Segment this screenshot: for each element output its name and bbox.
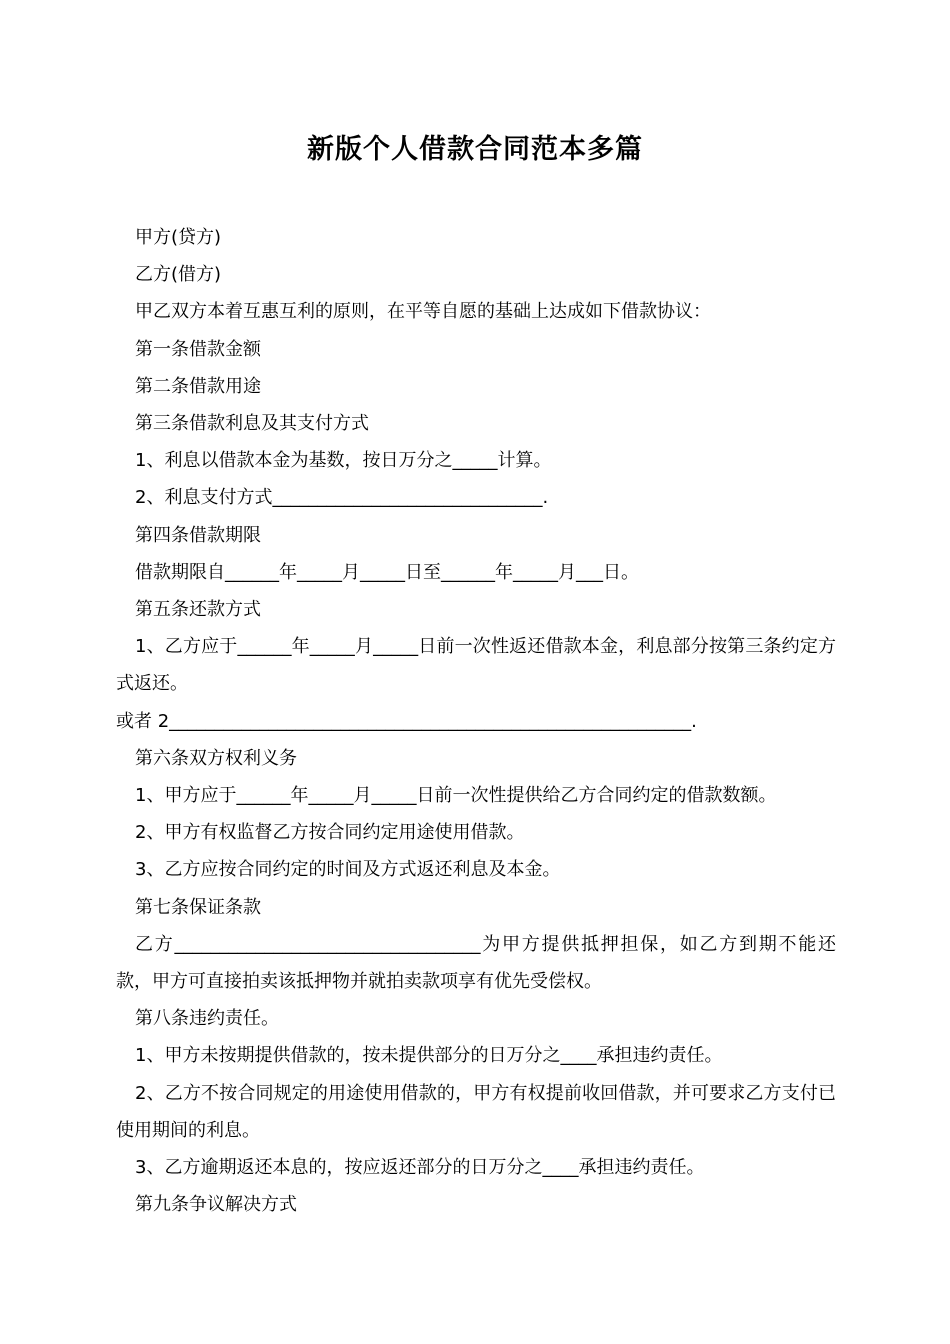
article-4-heading: 第四条借款期限 [135,524,261,546]
article-8-clause-2: 2、乙方不按合同规定的用途使用借款的，甲方有权提前收回借款，并可要求乙方支付已使用期间的利息。 [116,1082,836,1141]
article-8-clause-3: 3、乙方逾期返还本息的，按应返还部分的日万分之____承担违约责任。 [135,1157,705,1179]
article-6-clause-2: 2、甲方有权监督乙方按合同约定用途使用借款。 [135,822,525,844]
document-title: 新版个人借款合同范本多篇 [307,134,643,165]
article-5-clause-2: 或者 2__________________________________________________________. [116,710,697,732]
article-3-clause-2: 2、利息支付方式______________________________. [135,487,549,509]
article-4-term: 借款期限自______年_____月_____日至______年_____月___日。 [135,561,639,583]
document-body [116,219,836,1223]
article-3-clause-1: 1、利息以借款本金为基数，按日万分之_____计算。 [135,450,552,472]
article-8-heading: 第八条违约责任。 [135,1008,279,1030]
party-a-line: 甲方(贷方) [135,227,222,248]
article-2-heading: 第二条借款用途 [135,375,261,397]
article-6-clause-3: 3、乙方应按合同约定的时间及方式返还利息及本金。 [135,859,561,881]
article-7-heading: 第七条保证条款 [135,896,261,918]
article-3-heading: 第三条借款利息及其支付方式 [135,413,369,435]
article-5-heading: 第五条还款方式 [135,599,261,621]
article-9-heading: 第九条争议解决方式 [135,1194,297,1216]
article-7-guarantee: 乙方__________________________________为甲方提供抵押担保，如乙方到期不能还款，甲方可直接拍卖该抵押物并就拍卖款项享有优先受偿权。 [116,933,836,993]
article-6-heading: 第六条双方权利义务 [135,747,297,769]
article-8-clause-1: 1、甲方未按期提供借款的，按未提供部分的日万分之____承担违约责任。 [135,1045,723,1067]
article-1-heading: 第一条借款金额 [135,338,261,360]
agreement-intro: 甲乙双方本着互惠互利的原则，在平等自愿的基础上达成如下借款协议： [135,301,711,323]
article-6-clause-1: 1、甲方应于______年_____月_____日前一次性提供给乙方合同约定的借款数额。 [135,785,777,807]
article-5-clause-1: 1、乙方应于______年_____月_____日前一次性返还借款本金，利息部分按第三条约定方式返还。 [116,636,836,695]
party-b-line: 乙方(借方) [135,264,222,286]
